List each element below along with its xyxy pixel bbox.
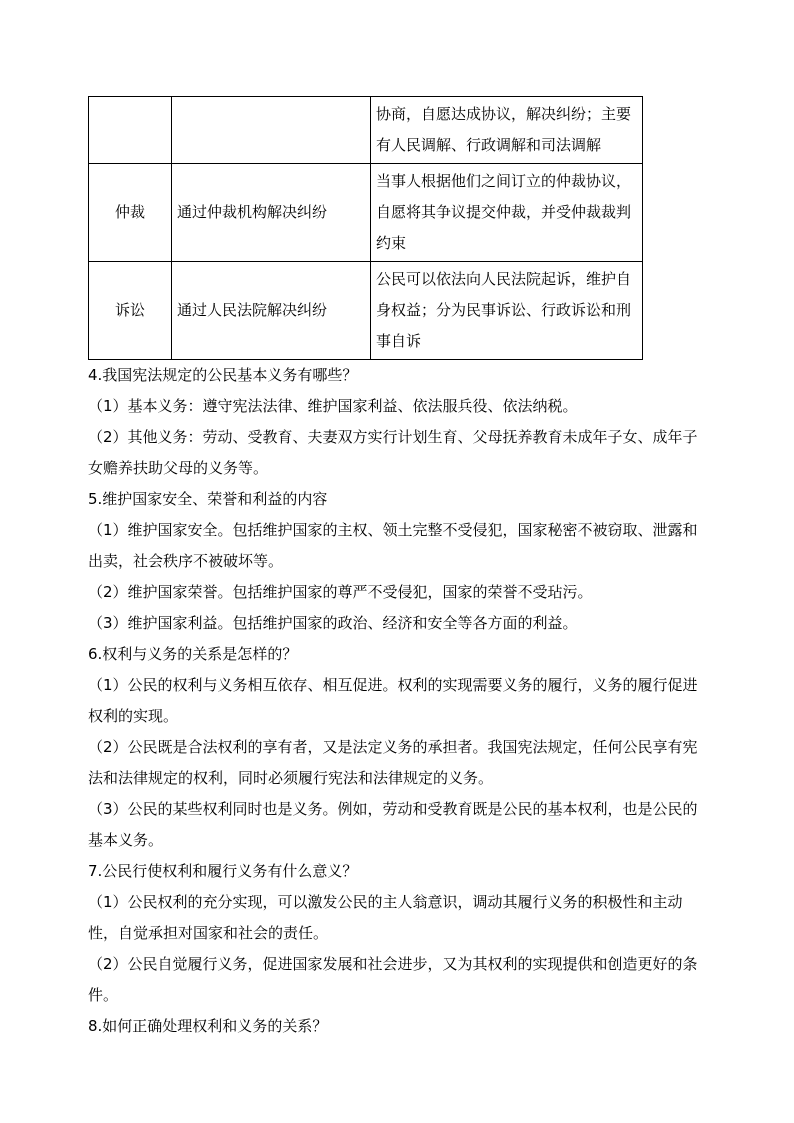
document-page <box>88 96 708 1042</box>
table-row <box>89 262 643 360</box>
answer-item: （1）公民的权利与义务相互依存、相互促进。权利的实现需要义务的履行，义务的履行促进权利的实现。 <box>88 676 698 725</box>
question-heading: 8.如何正确处理权利和义务的关系？ <box>88 1017 328 1035</box>
section-4 <box>88 360 708 484</box>
table-cell-detail: 当事人根据他们之间订立的仲裁协议，自愿将其争议提交仲裁，并受仲裁裁判约束 <box>371 164 643 262</box>
question-heading: 7.公民行使权利和履行义务有什么意义？ <box>88 862 358 880</box>
table-cell-method: 诉讼 <box>89 262 172 360</box>
section-7 <box>88 856 708 1011</box>
table-cell-method: 仲裁 <box>89 164 172 262</box>
question-heading: 6.权利与义务的关系是怎样的？ <box>88 645 298 663</box>
table-cell-desc <box>172 97 371 164</box>
section-8 <box>88 1011 708 1042</box>
table-cell-method <box>89 97 172 164</box>
answer-item: （3）维护国家利益。包括维护国家的政治、经济和安全等各方面的利益。 <box>88 614 578 632</box>
table-cell-detail: 公民可以依法向人民法院起诉，维护自身权益；分为民事诉讼、行政诉讼和刑事自诉 <box>371 262 643 360</box>
answer-item: （3）公民的某些权利同时也是义务。例如，劳动和受教育既是公民的基本权利，也是公民的基本义务。 <box>88 800 698 849</box>
answer-item: （1）基本义务：遵守宪法法律、维护国家利益、依法服兵役、依法纳税。 <box>88 397 578 415</box>
dispute-resolution-table <box>88 96 643 360</box>
table-cell-detail: 协商，自愿达成协议，解决纠纷；主要有人民调解、行政调解和司法调解 <box>371 97 643 164</box>
answer-item: （1）公民权利的充分实现，可以激发公民的主人翁意识，调动其履行义务的积极性和主动性，自觉承担对国家和社会的责任。 <box>88 893 683 942</box>
question-heading: 4.我国宪法规定的公民基本义务有哪些？ <box>88 366 358 384</box>
section-6 <box>88 639 708 856</box>
question-heading: 5.维护国家安全、荣誉和利益的内容 <box>88 490 328 508</box>
table-row <box>89 164 643 262</box>
answer-item: （2）其他义务：劳动、受教育、夫妻双方实行计划生育、父母抚养教育未成年子女、成年子女赡养扶助父母的义务等。 <box>88 428 698 477</box>
table-row <box>89 97 643 164</box>
section-5 <box>88 484 708 639</box>
answer-item: （1）维护国家安全。包括维护国家的主权、领土完整不受侵犯，国家秘密不被窃取、泄露和出卖，社会秩序不被破坏等。 <box>88 521 698 570</box>
table-cell-desc: 通过仲裁机构解决纠纷 <box>172 164 371 262</box>
answer-item: （2）维护国家荣誉。包括维护国家的尊严不受侵犯，国家的荣誉不受玷污。 <box>88 583 593 601</box>
table-cell-desc: 通过人民法院解决纠纷 <box>172 262 371 360</box>
answer-item: （2）公民既是合法权利的享有者，又是法定义务的承担者。我国宪法规定，任何公民享有宪法和法律规定的权利，同时必须履行宪法和法律规定的义务。 <box>88 738 698 787</box>
answer-item: （2）公民自觉履行义务，促进国家发展和社会进步，又为其权利的实现提供和创造更好的条件。 <box>88 955 698 1004</box>
